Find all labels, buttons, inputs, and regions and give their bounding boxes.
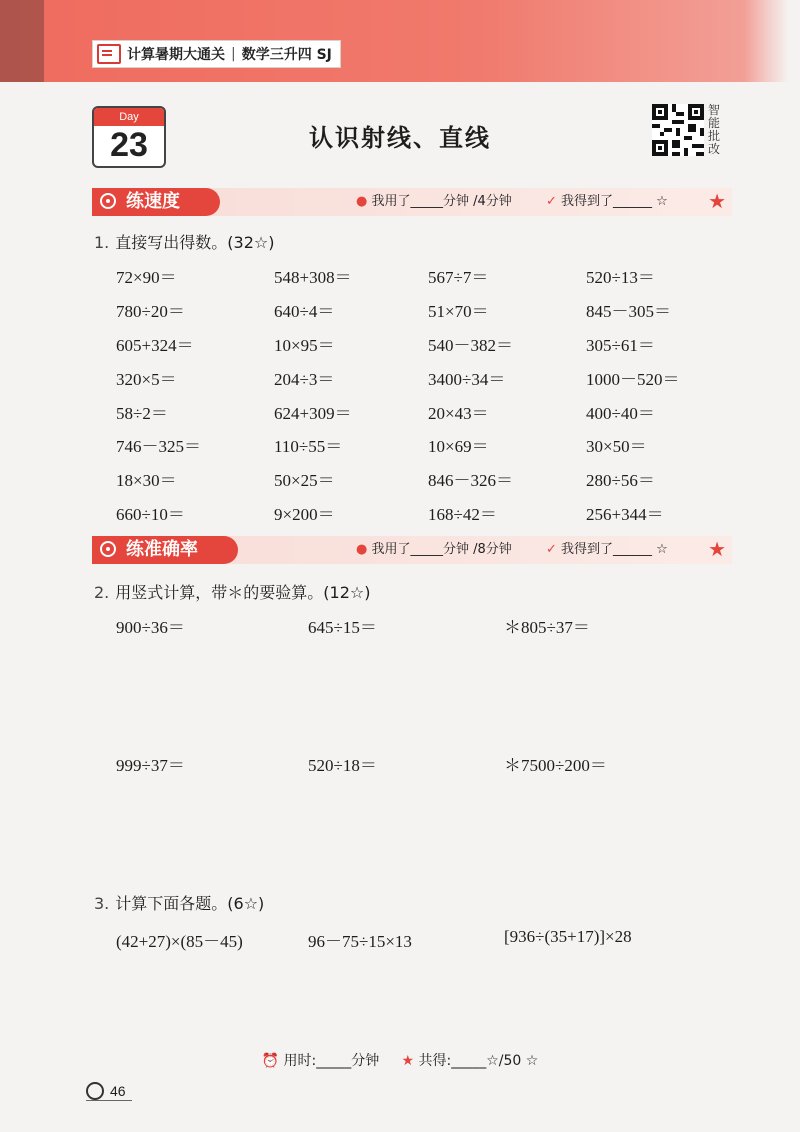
star-icon: ★ [708,191,726,213]
section-title-speed [92,188,220,216]
total-time: 用时:_____分钟 [283,1053,380,1069]
calc-item: 846－326＝ [428,471,513,490]
section-name: 练速度 [126,191,180,212]
question-2-heading [94,580,370,603]
calc-item: 660÷10＝ [116,505,185,524]
calc-item: 204÷3＝ [274,370,335,389]
calc-item: 50×25＝ [274,471,335,490]
vertical-calc-item: 645÷15＝ [308,618,377,637]
calc-item: 3400÷34＝ [428,370,506,389]
calc-item: 256+344＝ [586,505,664,524]
calc-item: 30×50＝ [586,437,647,456]
calc-item: 845－305＝ [586,302,671,321]
grade-label: 数学三升四 SJ [241,47,332,63]
question-number: 1. [94,233,110,252]
question-text: 用竖式计算，带＊的要验算。(12☆) [115,583,371,602]
series-title: 计算暑期大通关 [127,47,225,63]
calc-item: 305÷61＝ [586,336,655,355]
page-number: 46 [110,1083,126,1099]
star-icon: ★ [401,1053,415,1069]
calc-item: 320×5＝ [116,370,177,389]
section-name: 练准确率 [126,539,198,560]
calc-item: 1000－520＝ [586,370,680,389]
total-score: 共得:_____☆/50 ☆ [418,1053,539,1069]
question-text: 直接写出得数。(32☆) [115,233,275,252]
book-icon [97,44,121,64]
time-used [356,188,512,216]
calc-item: 400÷40＝ [586,404,655,423]
calc-item: 18×30＝ [116,471,177,490]
calc-item: 58÷2＝ [116,404,168,423]
calc-item: 540－382＝ [428,336,513,355]
header-fade [744,0,800,82]
page-title: 认识射线、直线 [309,124,491,152]
calc-item: 10×95＝ [274,336,335,355]
score-got-text: 我得到了______ ☆ [561,194,668,209]
alarm-clock-icon: ⏰ [261,1053,280,1069]
footer-summary [0,1050,800,1070]
vertical-calc-item: 999÷37＝ [116,756,185,775]
day-number: 23 [110,126,148,164]
vertical-calc-item: ＊805÷37＝ [504,618,590,637]
calc-item: 10×69＝ [428,437,489,456]
time-used-text: 我用了_____分钟 /8分钟 [371,542,512,557]
star-icon: ★ [708,539,726,561]
calc-item: 72×90＝ [116,268,177,287]
time-used-text: 我用了_____分钟 /4分钟 [371,194,512,209]
vertical-calc-item: 520÷18＝ [308,756,377,775]
expression-item: [936÷(35+17)]×28 [504,927,632,946]
question-3-heading [94,891,264,914]
calc-item: 20×43＝ [428,404,489,423]
expression-item: 96－75÷15×13 [308,932,412,951]
time-used [356,536,512,564]
question-number: 2. [94,583,110,602]
calc-item: 168÷42＝ [428,505,497,524]
calc-item: 520÷13＝ [586,268,655,287]
book-series-tag [92,40,341,68]
page-number-area [86,1082,126,1100]
calc-item: 605+324＝ [116,336,194,355]
section-bar-speed [92,188,732,216]
vertical-calc-item: ＊7500÷200＝ [504,756,607,775]
question-number: 3. [94,894,110,913]
calc-item: 9×200＝ [274,505,335,524]
header-shadow [0,0,44,82]
calc-item: 110÷55＝ [274,437,343,456]
flame-icon: ● [356,542,368,557]
calc-item: 51×70＝ [428,302,489,321]
score-got-text: 我得到了______ ☆ [561,542,668,557]
calc-item: 780÷20＝ [116,302,185,321]
expression-item: (42+27)×(85－45) [116,932,243,951]
qr-caption: 智能批改 [708,103,721,156]
check-circle-icon: ✓ [546,194,557,209]
question-text: 计算下面各题。(6☆) [115,894,265,913]
flame-icon: ● [356,194,368,209]
score-got [546,536,668,564]
target-icon [100,541,116,557]
day-label: Day [94,108,164,126]
calc-item: 548+308＝ [274,268,352,287]
calc-item: 280÷56＝ [586,471,655,490]
stopwatch-icon [100,193,116,209]
qr-code-icon[interactable] [652,104,704,156]
section-title-accuracy [92,536,238,564]
section-bar-accuracy [92,536,732,564]
calc-item: 746－325＝ [116,437,201,456]
calc-item: 567÷7＝ [428,268,489,287]
question-1-heading [94,230,274,253]
page-rule [86,1100,132,1101]
sun-icon [86,1082,104,1100]
series-separator: | [231,46,236,62]
score-got [546,188,668,216]
calc-item: 624+309＝ [274,404,352,423]
vertical-calc-item: 900÷36＝ [116,618,185,637]
calc-item: 640÷4＝ [274,302,335,321]
check-circle-icon: ✓ [546,542,557,557]
